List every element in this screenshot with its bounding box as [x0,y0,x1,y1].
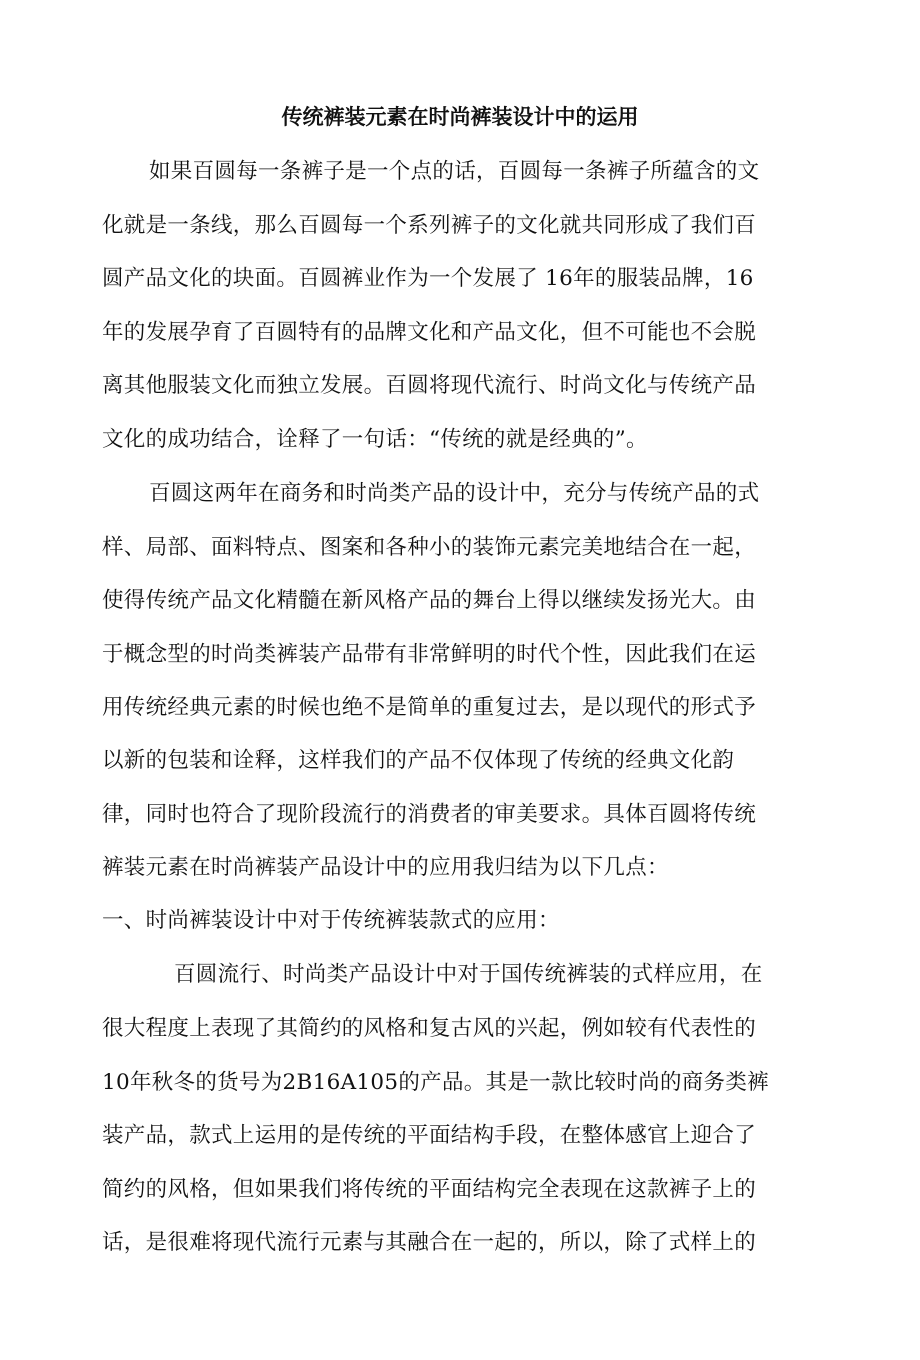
paragraph-line: 文化的成功结合，诠释了一句话：“传统的就是经典的”。 [102,427,648,452]
paragraph-line: 装产品，款式上运用的是传统的平面结构手段，在整体感官上迎合了 [102,1123,757,1148]
section-heading: 一、时尚裤装设计中对于传统裤装款式的应用： [102,908,560,933]
paragraph-line: 年的发展孕育了百圆特有的品牌文化和产品文化，但不可能也不会脱 [102,320,757,345]
paragraph-line: 简约的风格，但如果我们将传统的平面结构完全表现在这款裤子上的 [102,1177,757,1202]
paragraph-line: 很大程度上表现了其简约的风格和复古风的兴起，例如较有代表性的 [102,1016,757,1041]
paragraph-line: 于概念型的时尚类裤装产品带有非常鲜明的时代个性，因此我们在运 [102,642,757,667]
paragraph-line: 百圆这两年在商务和时尚类产品的设计中，充分与传统产品的式 [149,481,760,506]
paragraph-line: 使得传统产品文化精髓在新风格产品的舞台上得以继续发扬光大。由 [102,588,757,613]
paragraph-line: 化就是一条线，那么百圆每一个系列裤子的文化就共同形成了我们百 [102,213,757,238]
paragraph-line: 百圆流行、时尚类产品设计中对于国传统裤装的式样应用，在 [174,962,763,987]
paragraph-line: 离其他服装文化而独立发展。百圆将现代流行、时尚文化与传统产品 [102,373,757,398]
paragraph-line: 样、局部、面料特点、图案和各种小的装饰元素完美地结合在一起， [102,535,757,560]
paragraph-line: 用传统经典元素的时候也绝不是简单的重复过去，是以现代的形式予 [102,695,757,720]
paragraph-line: 话，是很难将现代流行元素与其融合在一起的，所以，除了式样上的 [102,1230,757,1255]
paragraph-line: 裤装元素在时尚裤装产品设计中的应用我归结为以下几点： [102,855,669,880]
paragraph-line: 圆产品文化的块面。百圆裤业作为一个发展了 16年的服装品牌，16 [102,266,754,291]
paragraph-line: 10年秋冬的货号为2B16A105的产品。其是一款比较时尚的商务类裤 [102,1070,769,1095]
paragraph-line: 律，同时也符合了现阶段流行的消费者的审美要求。具体百圆将传统 [102,802,757,827]
paragraph-line: 如果百圆每一条裤子是一个点的话，百圆每一条裤子所蕴含的文 [149,159,760,184]
paragraph-line: 以新的包装和诠释，这样我们的产品不仅体现了传统的经典文化韵 [102,748,735,773]
document-title: 传统裤装元素在时尚裤装设计中的运用 [281,105,639,129]
